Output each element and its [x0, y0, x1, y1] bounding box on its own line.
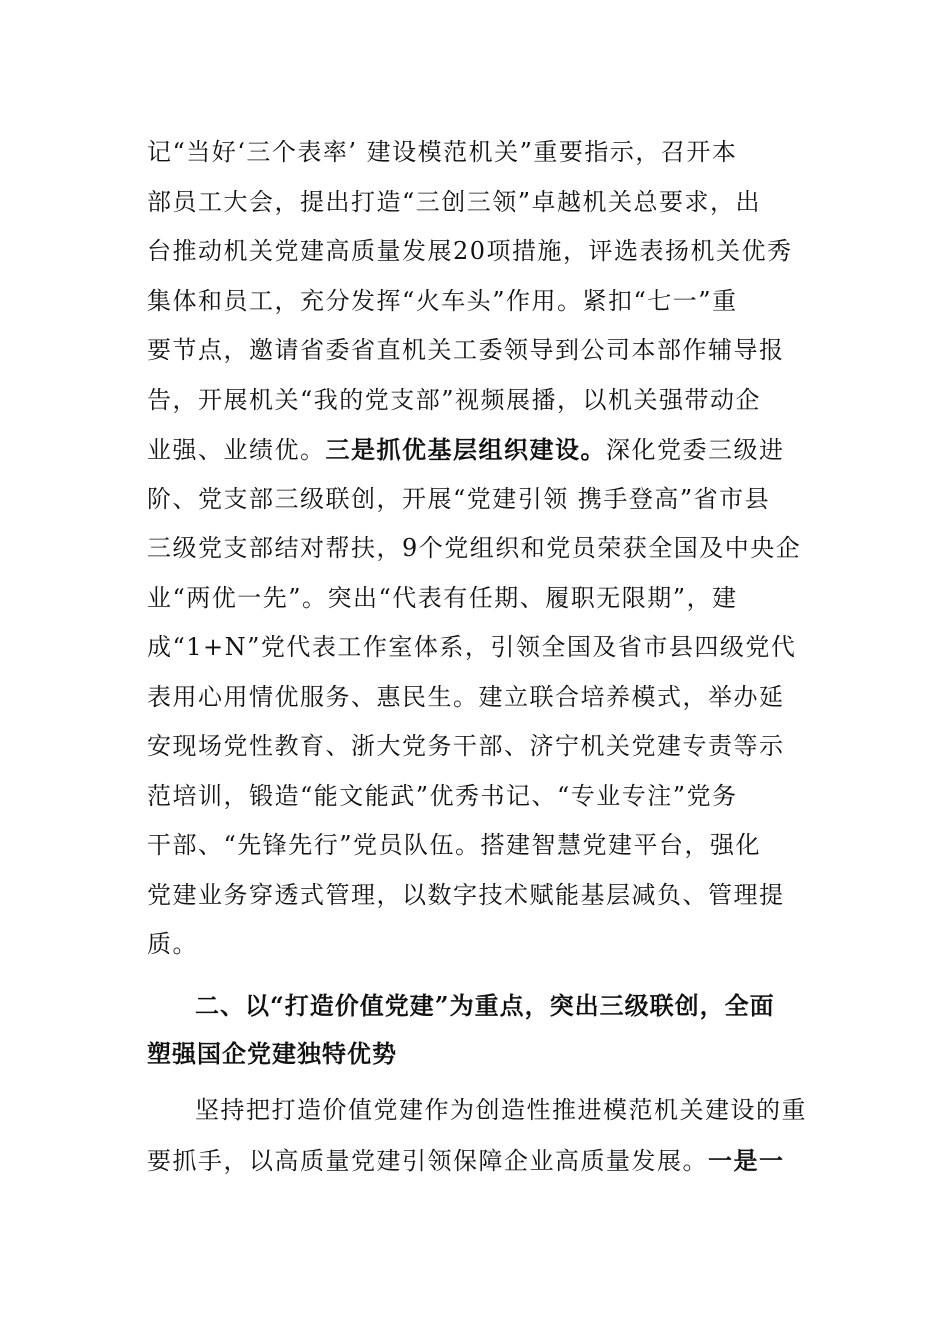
text-line: 范培训，锻造“能文能武”优秀书记、“专业专注”党务: [147, 781, 738, 810]
text-line: 表用心用情优服务、惠民生。建立联合培养模式，举办延: [147, 682, 785, 711]
heading-line: 塑强国企党建独特优势: [147, 1039, 397, 1068]
heading-line: 二、以“打造价值党建”为重点，突出三级联创，全面: [195, 991, 775, 1020]
section-heading-2: [147, 982, 807, 1078]
text-line: 告，开展机关“我的党支部”视频展播，以机关强带动企: [147, 385, 762, 414]
text-line: 成“1+N”党代表工作室体系，引领全国及省市县四级党代: [147, 633, 797, 661]
text-line: 三级党支部结对帮扶，9个党组织和党员荣获全国及中央企: [147, 534, 802, 562]
text-line: 业“两优一先”。突出“代表有任期、履职无限期”，建: [147, 583, 738, 612]
text-line: 干部、“先锋先行”党员队伍。搭建智慧党建平台，强化: [147, 831, 762, 859]
text-line: 安现场党性教育、浙大党务干部、济宁机关党建专责等示: [147, 732, 785, 760]
text-line: 坚持把打造价值党建作为创造性推进模范机关建设的重: [195, 1096, 807, 1124]
text-line: 集体和员工，充分发挥“火车头”作用。紧扣“七一”重: [147, 286, 738, 315]
text-line: 业强、业绩优。三是抓优基层组织建设。深化党委三级进: [147, 435, 785, 464]
body-paragraph-2: [147, 1086, 807, 1185]
text-line: 记“当好‘三个表率’ 建设模范机关”重要指示，召开本: [147, 138, 738, 166]
text-line: 要抓手，以高质量党建引领保障企业高质量发展。一是一: [147, 1145, 785, 1175]
bold-lead-phrase: 一是一: [708, 1145, 785, 1175]
text-line: 要节点，邀请省委省直机关工委领导到公司本部作辅导报: [147, 336, 785, 364]
body-paragraph-1: [147, 128, 807, 970]
bold-lead-phrase: 三是抓优基层组织建设。: [325, 435, 606, 464]
text-line: 党建业务穿透式管理，以数字技术赋能基层减负、管理提: [147, 880, 785, 909]
text-line: 台推动机关党建高质量发展20项措施，评选表扬机关优秀: [147, 237, 793, 265]
text-line: 阶、党支部三级联创，开展“党建引领 携手登高”省市县: [147, 484, 771, 513]
text-line: 质。: [147, 930, 198, 958]
text-line: 部员工大会，提出打造“三创三领”卓越机关总要求，出: [147, 187, 762, 216]
